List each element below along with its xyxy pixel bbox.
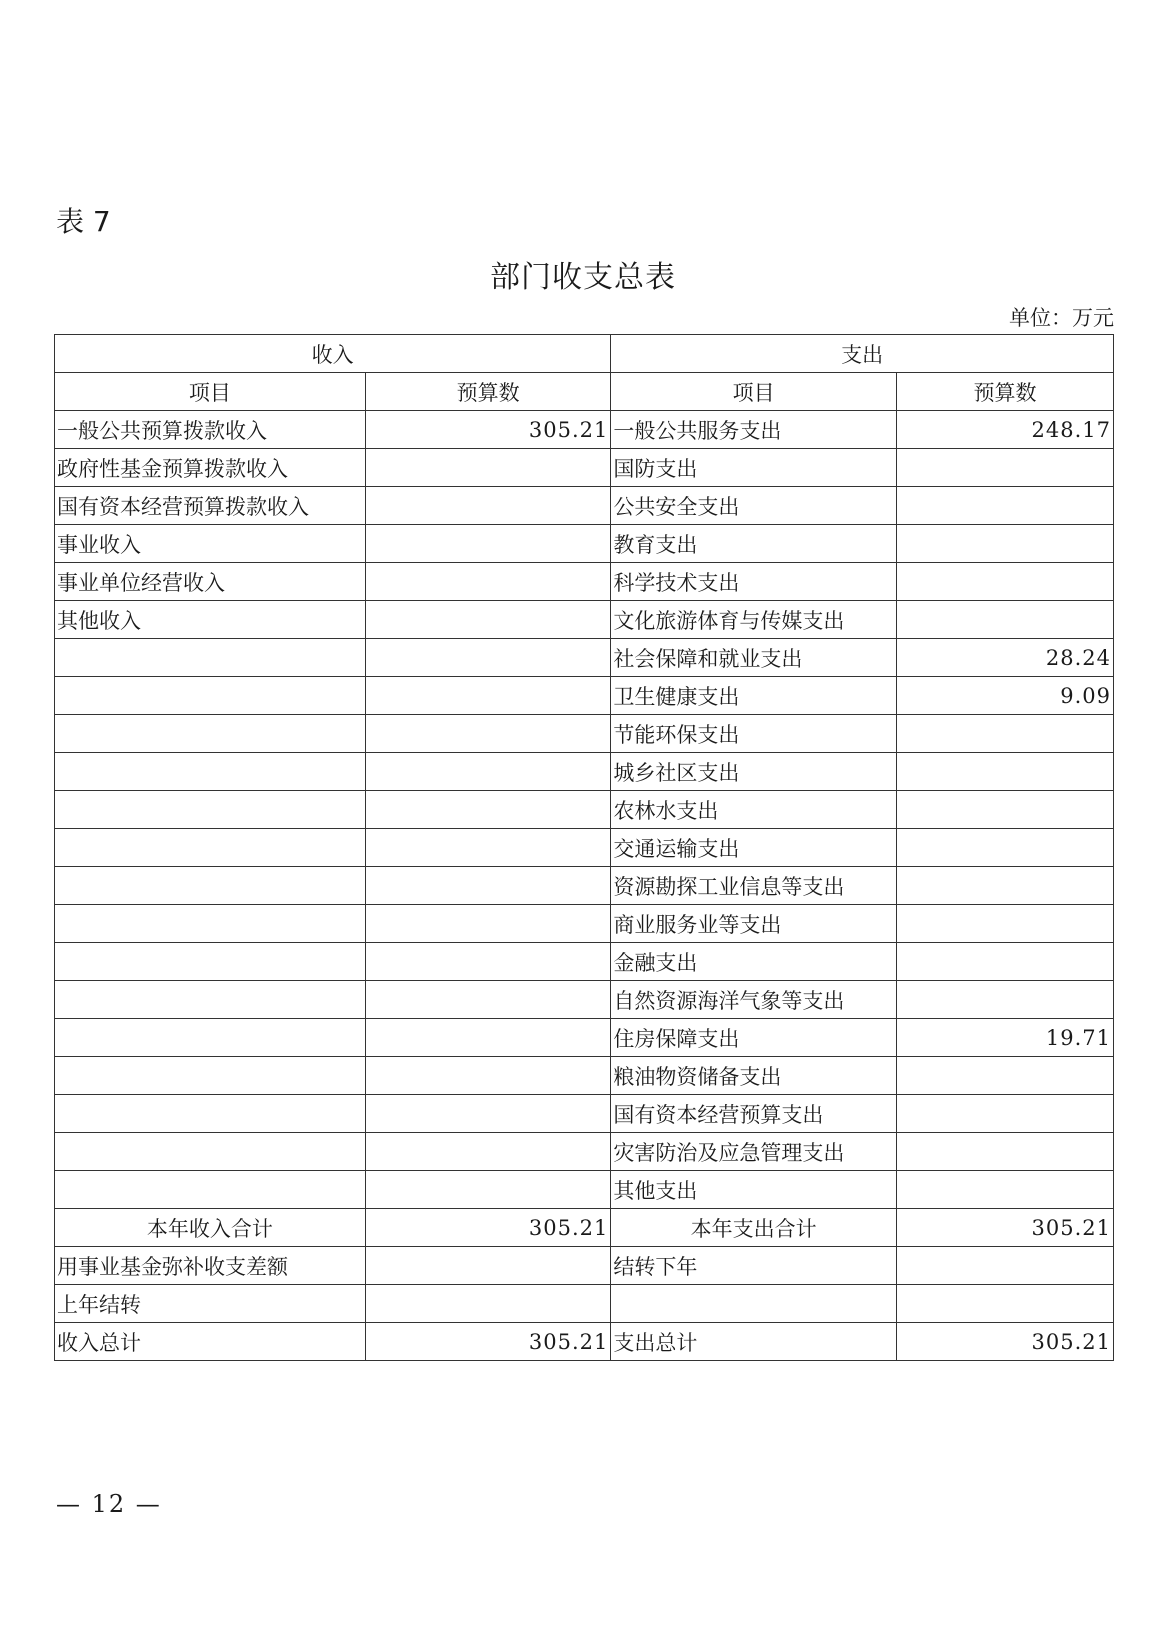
income-expense-table [54,334,1114,1361]
table-row [55,525,1114,563]
expense-value-cell [896,487,1113,525]
expense-item-cell: 科学技术支出 [611,563,897,601]
income-item-cell [55,791,366,829]
expense-item-cell: 农林水支出 [611,791,897,829]
income-value-cell [365,601,611,639]
income-value-cell [365,1285,611,1323]
expense-value-cell [896,1057,1113,1095]
expense-value-cell: 305.21 [896,1323,1113,1361]
income-item-cell [55,677,366,715]
income-item-cell: 收入总计 [55,1323,366,1361]
expense-value-cell [896,1247,1113,1285]
expense-value-cell [896,829,1113,867]
expense-budget-header: 预算数 [896,373,1113,411]
table-row [55,753,1114,791]
income-item-cell [55,1057,366,1095]
expense-item-cell: 本年支出合计 [611,1209,897,1247]
expense-value-cell [896,791,1113,829]
income-value-cell [365,753,611,791]
income-item-cell [55,981,366,1019]
income-value-cell: 305.21 [365,1323,611,1361]
income-item-cell [55,905,366,943]
table-row [55,449,1114,487]
expense-item-cell: 商业服务业等支出 [611,905,897,943]
income-item-cell: 政府性基金预算拨款收入 [55,449,366,487]
income-item-cell [55,829,366,867]
income-item-cell: 本年收入合计 [55,1209,366,1247]
expense-value-cell: 28.24 [896,639,1113,677]
income-value-cell [365,715,611,753]
income-value-cell [365,791,611,829]
expense-item-cell: 自然资源海洋气象等支出 [611,981,897,1019]
income-value-cell [365,677,611,715]
expense-value-cell [896,601,1113,639]
income-item-cell [55,753,366,791]
expense-section-header: 支出 [611,335,1114,373]
income-item-cell [55,1171,366,1209]
income-item-cell [55,943,366,981]
table-row [55,1171,1114,1209]
table-row [55,1323,1114,1361]
table-row [55,1019,1114,1057]
expense-item-cell: 粮油物资储备支出 [611,1057,897,1095]
expense-value-cell [896,1133,1113,1171]
page-number: — 12 — [56,1490,162,1518]
expense-item-cell [611,1285,897,1323]
expense-item-cell: 一般公共服务支出 [611,411,897,449]
table-row [55,1247,1114,1285]
expense-item-cell: 住房保障支出 [611,1019,897,1057]
expense-item-cell: 金融支出 [611,943,897,981]
income-item-cell [55,867,366,905]
table-row [55,905,1114,943]
income-value-cell: 305.21 [365,1209,611,1247]
expense-item-cell: 交通运输支出 [611,829,897,867]
expense-item-cell: 公共安全支出 [611,487,897,525]
table-row [55,1285,1114,1323]
expense-item-cell: 国有资本经营预算支出 [611,1095,897,1133]
income-item-header: 项目 [55,373,366,411]
income-section-header: 收入 [55,335,611,373]
income-value-cell [365,487,611,525]
expense-value-cell [896,981,1113,1019]
income-value-cell [365,639,611,677]
expense-value-cell [896,525,1113,563]
income-item-cell [55,1019,366,1057]
income-item-cell: 一般公共预算拨款收入 [55,411,366,449]
income-item-cell: 上年结转 [55,1285,366,1323]
income-value-cell [365,867,611,905]
table-row [55,867,1114,905]
income-item-cell: 事业单位经营收入 [55,563,366,601]
table-row [55,411,1114,449]
income-value-cell [365,1133,611,1171]
table-row [55,1095,1114,1133]
table-row [55,829,1114,867]
table-row [55,1057,1114,1095]
income-value-cell [365,981,611,1019]
expense-value-cell [896,867,1113,905]
expense-value-cell [896,563,1113,601]
expense-value-cell [896,449,1113,487]
expense-item-cell: 结转下年 [611,1247,897,1285]
expense-value-cell: 9.09 [896,677,1113,715]
expense-item-cell: 国防支出 [611,449,897,487]
expense-value-cell [896,753,1113,791]
expense-item-cell: 文化旅游体育与传媒支出 [611,601,897,639]
expense-value-cell: 305.21 [896,1209,1113,1247]
expense-value-cell [896,1171,1113,1209]
income-budget-header: 预算数 [365,373,611,411]
table-row [55,677,1114,715]
header-row-columns [55,373,1114,411]
expense-value-cell [896,1285,1113,1323]
income-value-cell [365,525,611,563]
income-value-cell: 305.21 [365,411,611,449]
income-value-cell [365,563,611,601]
income-item-cell: 其他收入 [55,601,366,639]
expense-item-cell: 灾害防治及应急管理支出 [611,1133,897,1171]
income-value-cell [365,1247,611,1285]
expense-item-cell: 教育支出 [611,525,897,563]
header-row-sections [55,335,1114,373]
table-row [55,1133,1114,1171]
table-row [55,981,1114,1019]
income-value-cell [365,449,611,487]
expense-item-cell: 节能环保支出 [611,715,897,753]
income-item-cell [55,1133,366,1171]
income-value-cell [365,1171,611,1209]
income-value-cell [365,905,611,943]
expense-item-header: 项目 [611,373,897,411]
table-row [55,563,1114,601]
table-row [55,791,1114,829]
expense-value-cell: 248.17 [896,411,1113,449]
income-value-cell [365,829,611,867]
expense-value-cell [896,1095,1113,1133]
table-row [55,487,1114,525]
expense-item-cell: 社会保障和就业支出 [611,639,897,677]
income-item-cell [55,639,366,677]
unit-label: 单位：万元 [1009,306,1114,330]
expense-item-cell: 卫生健康支出 [611,677,897,715]
income-value-cell [365,943,611,981]
expense-value-cell [896,905,1113,943]
income-value-cell [365,1057,611,1095]
table-label: 表 7 [56,205,111,238]
income-item-cell [55,715,366,753]
expense-item-cell: 城乡社区支出 [611,753,897,791]
income-item-cell [55,1095,366,1133]
income-value-cell [365,1095,611,1133]
table-row [55,943,1114,981]
expense-item-cell: 支出总计 [611,1323,897,1361]
income-value-cell [365,1019,611,1057]
income-item-cell: 用事业基金弥补收支差额 [55,1247,366,1285]
expense-item-cell: 资源勘探工业信息等支出 [611,867,897,905]
expense-value-cell: 19.71 [896,1019,1113,1057]
expense-item-cell: 其他支出 [611,1171,897,1209]
expense-value-cell [896,943,1113,981]
table-row [55,715,1114,753]
table-row [55,1209,1114,1247]
income-item-cell: 国有资本经营预算拨款收入 [55,487,366,525]
income-item-cell: 事业收入 [55,525,366,563]
table-row [55,639,1114,677]
table-row [55,601,1114,639]
page-title: 部门收支总表 [490,260,676,295]
expense-value-cell [896,715,1113,753]
